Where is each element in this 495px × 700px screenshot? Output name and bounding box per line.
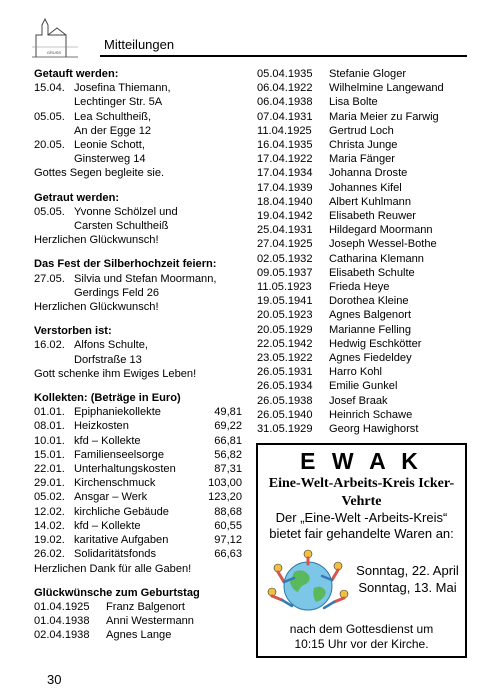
collections-heading: Kollekten: (Beträge in Euro) (34, 392, 181, 405)
baptism-entry: 05.05. Lea Schultheiß, An der Egge 12 (34, 110, 152, 137)
birthday-row: 02.04.1938 Agnes Lange (34, 629, 172, 642)
birthday-row: 07.04.1931 Maria Meier zu Farwig (257, 110, 439, 123)
collections-table (34, 405, 242, 561)
collection-row: 12.02. kirchliche Gebäude 88,68 (34, 505, 242, 518)
birthday-row: 26.05.1938 Josef Braak (257, 394, 388, 407)
birthday-row: 17.04.1934 Johanna Droste (257, 167, 408, 180)
ewak-name-line2: Vehrte (341, 494, 382, 509)
birthday-row: 09.05.1937 Elisabeth Schulte (257, 266, 415, 279)
collection-row: 05.02. Ansgar – Werk 123,20 (34, 491, 242, 504)
right-column (257, 67, 467, 436)
ewak-text-line2: bietet fair gehandelte Waren an: (269, 526, 454, 541)
globe-people-illustration (264, 548, 352, 620)
deceased-closing: Gott schenke ihm Ewiges Leben! (34, 367, 197, 380)
birthday-row: 19.05.1941 Dorothea Kleine (257, 295, 409, 308)
birthday-row: 25.04.1931 Hildegard Moormann (257, 224, 433, 237)
birthday-row: 20.05.1923 Agnes Balgenort (257, 309, 412, 322)
page-title: Mitteilungen (104, 37, 175, 52)
birthday-row: 05.04.1935 Stefanie Gloger (257, 68, 407, 80)
collection-row: 08.01. Heizkosten 69,22 (34, 420, 242, 433)
ewak-title: E W A K (300, 448, 423, 474)
silver-entry-line2: Gerdings Feld 26 (74, 286, 160, 299)
birthday-row: 06.04.1938 Lisa Bolte (257, 96, 378, 109)
deceased-entry: 16.02. Alfons Schulte, (34, 339, 148, 352)
birthday-row: 17.04.1939 Johannes Kifel (257, 181, 402, 194)
birthday-row: 01.04.1925 Franz Balgenort (34, 600, 185, 613)
deceased-entry-line2: Dorfstraße 13 (74, 353, 142, 366)
birthday-row: 19.04.1942 Elisabeth Reuwer (257, 210, 416, 223)
birthday-row: 27.04.1925 Joseph Wessel-Bothe (257, 238, 437, 251)
collection-row: 26.02. Solidaritätsfonds 66,63 (34, 548, 242, 561)
header-divider (100, 55, 467, 57)
baptisms-heading: Getauft werden: (34, 68, 119, 80)
svg-text:GRUSS: GRUSS (46, 50, 62, 55)
collection-row: 22.01. Unterhaltungskosten 87,31 (34, 463, 242, 476)
wedding-entry-line2: Carsten Schultheiß (74, 220, 169, 233)
birthday-row: 11.05.1923 Frieda Heye (257, 281, 390, 294)
birthday-row: 20.05.1929 Marianne Felling (257, 323, 412, 336)
birthday-row: 06.04.1922 Wilhelmine Langewand (257, 82, 444, 95)
ewak-dates (350, 562, 465, 596)
baptism-entry: 20.05. Leonie Schott, Ginsterweg 14 (34, 139, 146, 166)
ewak-footer-line1: nach dem Gottesdienst um (289, 622, 434, 636)
birthday-row: 02.05.1932 Catharina Klemann (257, 252, 424, 265)
ewak-name-line1: Eine-Welt-Arbeits-Kreis Icker- (268, 476, 455, 491)
birthday-row: 01.04.1938 Anni Westermann (34, 615, 194, 628)
birthday-row: 18.04.1940 Albert Kuhlmann (257, 195, 412, 208)
collection-row: 14.02. kfd – Kollekte 60,55 (34, 519, 242, 532)
birthday-row: 22.05.1942 Hedwig Eschkötter (257, 337, 422, 350)
birthday-row: 26.05.1931 Harro Kohl (257, 366, 383, 379)
ewak-date-2: Sonntag, 13. Mai (358, 580, 457, 595)
birthdays-heading: Glückwünsche zum Geburtstag (34, 586, 200, 599)
deceased-heading: Verstorben ist: (34, 325, 112, 338)
ewak-footer-line2: 10:15 Uhr vor der Kirche. (294, 637, 429, 651)
birthday-row: 17.04.1922 Maria Fänger (257, 153, 395, 166)
parish-logo (28, 17, 80, 59)
page-number: 30 (47, 672, 62, 687)
birthday-row: 26.05.1940 Heinrich Schawe (257, 408, 413, 421)
collection-row: 15.01. Familienseelsorge 56,82 (34, 448, 242, 461)
collection-row: 01.01. Epiphaniekollekte 49,81 (34, 406, 242, 419)
left-column (34, 67, 242, 643)
ewak-text-line1: Der „Eine-Welt -Arbeits-Kreis“ (275, 510, 448, 525)
weddings-heading: Getraut werden: (34, 191, 120, 204)
wedding-entry: 05.05. Yvonne Schölzel und (34, 205, 178, 218)
collection-row: 29.01. Kirchenschmuck 103,00 (34, 477, 242, 490)
birthday-row: 23.05.1922 Agnes Fiedeldey (257, 352, 412, 365)
birthday-row: 11.04.1925 Gertrud Loch (257, 124, 394, 137)
baptisms-closing: Gottes Segen begleite sie. (34, 167, 165, 180)
weddings-closing: Herzlichen Glückwunsch! (34, 234, 159, 247)
ewak-footer (258, 622, 465, 652)
birthday-row: 16.04.1935 Christa Junge (257, 139, 398, 152)
birthday-row: 31.05.1929 Georg Hawighorst (257, 423, 419, 436)
baptism-entry: 15.04. Josefina Thiemann, Lechtinger Str. 5A (34, 82, 171, 109)
silver-entry: 27.05. Silvia und Stefan Moormann, (34, 272, 217, 285)
collection-row: 10.01. kfd – Kollekte 66,81 (34, 434, 242, 447)
ewak-announcement-box (256, 443, 467, 658)
silver-heading: Das Fest der Silberhochzeit feiern: (34, 258, 217, 271)
collection-row: 19.02. karitative Aufgaben 97,12 (34, 534, 242, 547)
ewak-date-1: Sonntag, 22. April (356, 563, 459, 578)
silver-closing: Herzlichen Glückwunsch! (34, 301, 159, 314)
birthday-row: 26.05.1934 Emilie Gunkel (257, 380, 398, 393)
collections-closing: Herzlichen Dank für alle Gaben! (34, 562, 192, 575)
